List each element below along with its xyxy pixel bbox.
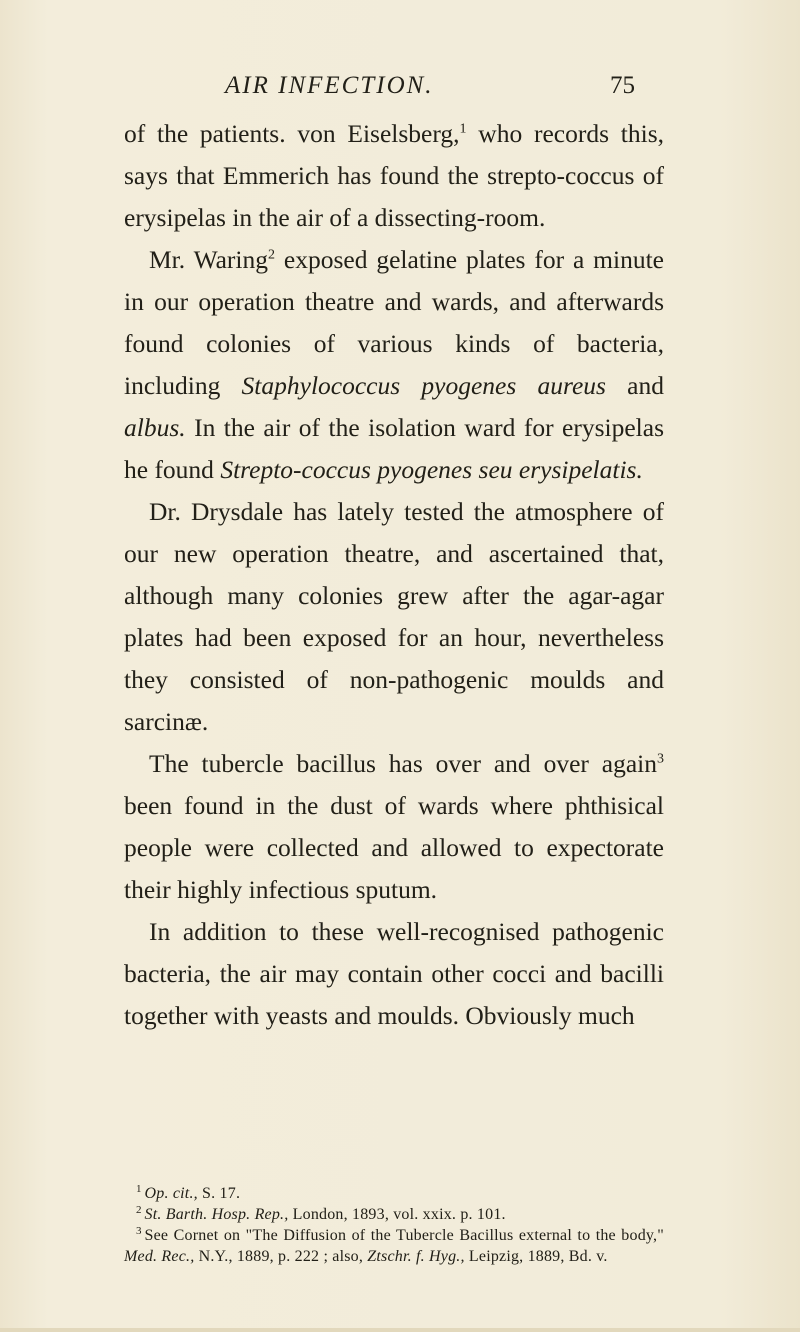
text-run: been found in the dust of wards where phthisical people were collected and allowed to expectorate their highly infectious sputum.	[124, 791, 664, 904]
page-number: 75	[610, 72, 635, 99]
text-run: N.Y., 1889, p. 222 ; also,	[194, 1248, 368, 1265]
paragraph	[124, 113, 664, 239]
footnote-mark: 3	[136, 1224, 142, 1237]
paragraph	[124, 239, 664, 491]
italic-text: St. Barth. Hosp. Rep.,	[144, 1206, 289, 1223]
footnote-reference: 2	[268, 247, 275, 263]
text-run: See Cornet on "The Diffusion of the Tubercle Bacillus external to the body,"	[144, 1227, 664, 1244]
text-run: S. 17.	[197, 1185, 241, 1202]
italic-text: Op. cit.,	[144, 1185, 198, 1202]
footnote-text	[145, 1185, 241, 1202]
text-run: of the patients. von Eiselsberg,	[124, 119, 460, 148]
text-run: In addition to these well-recognised pathogenic bacteria, the air may contain other cocci and bacilli together with yeasts and moulds. Obviously much	[124, 917, 664, 1030]
text-run: and	[605, 371, 664, 400]
italic-text: Med. Rec.,	[124, 1248, 195, 1265]
text-run: Leipzig, 1889, Bd. v.	[464, 1248, 608, 1265]
text-run: London, 1893, vol. xxix. p. 101.	[288, 1206, 506, 1223]
footnote-reference: 3	[657, 751, 664, 767]
text-run: Dr. Drysdale has lately tested the atmosphere of our new operation theatre, and ascertained that, although many colonies grew after the agar-agar plates had been exposed for an hour, nevertheless they consisted of non-pathogenic moulds and sarcinæ.	[124, 497, 664, 736]
italic-text: Ztschr. f. Hyg.,	[367, 1248, 465, 1265]
body-text	[124, 113, 664, 1037]
page-edge	[0, 1328, 800, 1332]
footnote-reference: 1	[459, 121, 467, 137]
footnote-mark: 1	[136, 1182, 142, 1195]
italic-text: Staphylococcus pyogenes aureus	[241, 371, 606, 400]
paragraph	[124, 911, 664, 1037]
footnote-text	[145, 1206, 506, 1223]
text-run: Mr. Waring	[149, 245, 268, 274]
text-run: In the air of the isolation ward for erysipelas he found	[124, 413, 664, 484]
italic-text: albus.	[124, 413, 186, 442]
footnote	[124, 1204, 664, 1225]
footnote-mark: 2	[136, 1203, 142, 1216]
running-title: AIR INFECTION.	[225, 72, 434, 99]
italic-text: Strepto-coccus pyogenes seu erysipelatis.	[220, 455, 643, 484]
text-run: who records this, says that Emmerich has found the strepto-coccus of erysipelas in the air of a dissecting-room.	[124, 119, 664, 232]
footnote-text	[124, 1224, 664, 1265]
paragraph	[124, 491, 664, 743]
paragraph	[124, 743, 664, 911]
footnotes	[124, 1183, 664, 1267]
running-head	[0, 64, 800, 104]
footnote	[124, 1225, 664, 1267]
text-run: exposed gelatine plates for a minute in our operation theatre and wards, and afterwards found colonies of various kinds of bacteria, including	[124, 245, 665, 400]
footnote	[124, 1183, 664, 1204]
text-run: The tubercle bacillus has over and over again	[149, 749, 657, 778]
